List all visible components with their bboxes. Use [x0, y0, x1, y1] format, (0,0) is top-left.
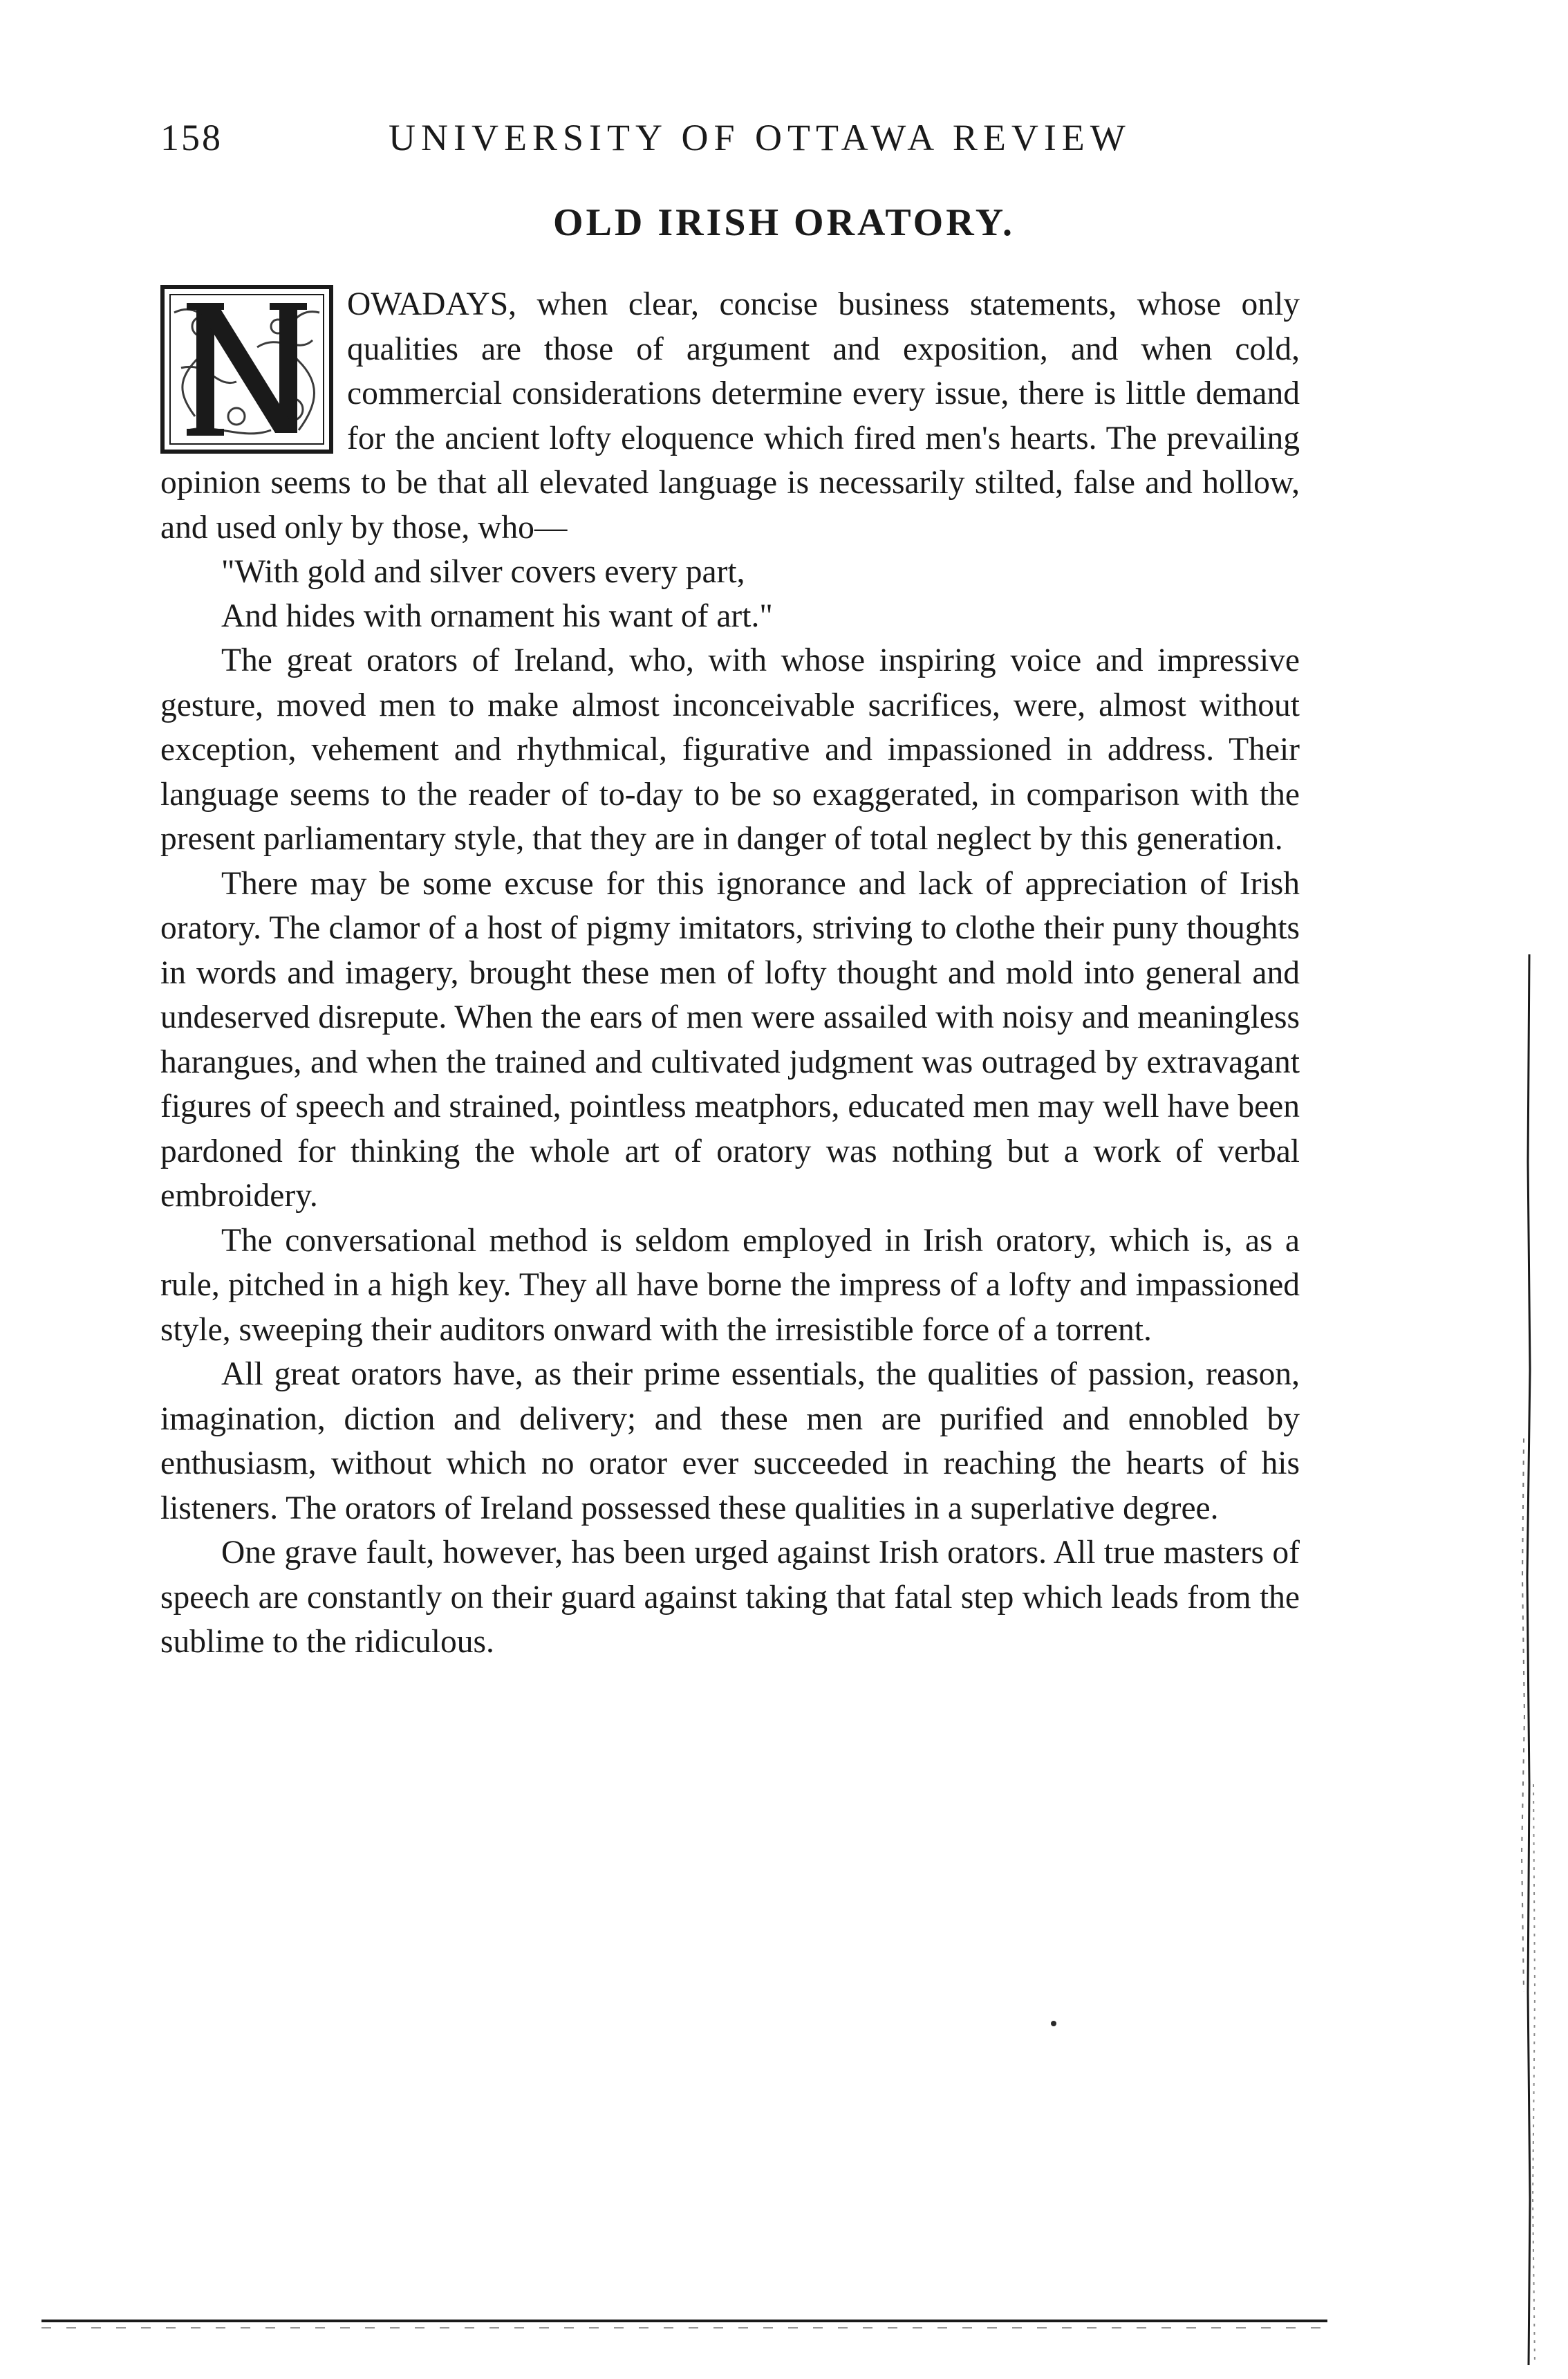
- ornamental-drop-cap: [160, 285, 333, 454]
- page-number: 158: [160, 117, 223, 158]
- paragraph: There may be some excuse for this ignorance and lack of appreciation of Irish oratory. The clamor of a host of pigmy imitators, striving to clothe their puny thoughts in words and imagery, brought these men of lofty thought and mold into general and undeserved disrepute. When the ears of men were assailed with noisy and meaningless harangues, and when the trained and cultivated judgment was outraged by extravagant figures of speech and strained, pointless meatphors, educated men may well have been pardoned for thinking the whole art of oratory was nothing but a work of verbal embroidery.: [160, 865, 1300, 1214]
- running-head: [160, 116, 1322, 165]
- bottom-rule: [41, 2315, 1327, 2336]
- verse-quotation: [160, 550, 1300, 638]
- paragraph: One grave fault, however, has been urged against Irish orators. All true masters of speech are constantly on their guard against taking that fatal step which leads from the sublime to the ridiculous.: [160, 1535, 1300, 1660]
- paragraph: The conversational method is seldom employed in Irish oratory, which is, as a rule, pitched in a high key. They all have borne the impress of a lofty and impassioned style, sweeping their auditors onward with the irresistible force of a torrent.: [160, 1222, 1300, 1348]
- page-edge-shadow: [1514, 954, 1542, 2365]
- paragraph: The great orators of Ireland, who, with whose inspiring voice and impressive gesture, moved men to make almost inconceivable sacrifices, were, almost without exception, vehement and rhythmical, figurative and impassioned in address. Their language seems to the reader of to-day to be so exaggerated, in comparison with the present parliamentary style, that they are in danger of total neglect by this generation.: [160, 642, 1300, 857]
- verse-line: And hides with ornament his want of art.": [221, 598, 773, 634]
- journal-title: UNIVERSITY OF OTTAWA REVIEW: [389, 117, 1131, 158]
- ink-speck: [1051, 2021, 1056, 2026]
- paragraph: All great orators have, as their prime essentials, the qualities of passion, reason, imagination, diction and delivery; and these men are purified and ennobled by enthusiasm, without which no orator ever succeeded in reaching the hearts of his listeners. The orators of Ireland possessed these qualities in a superlative degree.: [160, 1356, 1300, 1526]
- verse-line: "With gold and silver covers every part,: [221, 554, 745, 590]
- opening-paragraph: [160, 282, 1300, 550]
- article-title: OLD IRISH ORATORY.: [552, 201, 1016, 244]
- article-body: [160, 282, 1300, 1665]
- opening-text: OWADAYS, when clear, concise business statements, whose only qualities are those of argument and exposition, and when cold, commercial considerations determine every issue, there is little demand for the ancient lofty eloquence which fired men's hearts. The prevailing opinion seems to be that all elevated language is necessarily stilted, false and hollow, and used only by those, who—: [160, 286, 1300, 546]
